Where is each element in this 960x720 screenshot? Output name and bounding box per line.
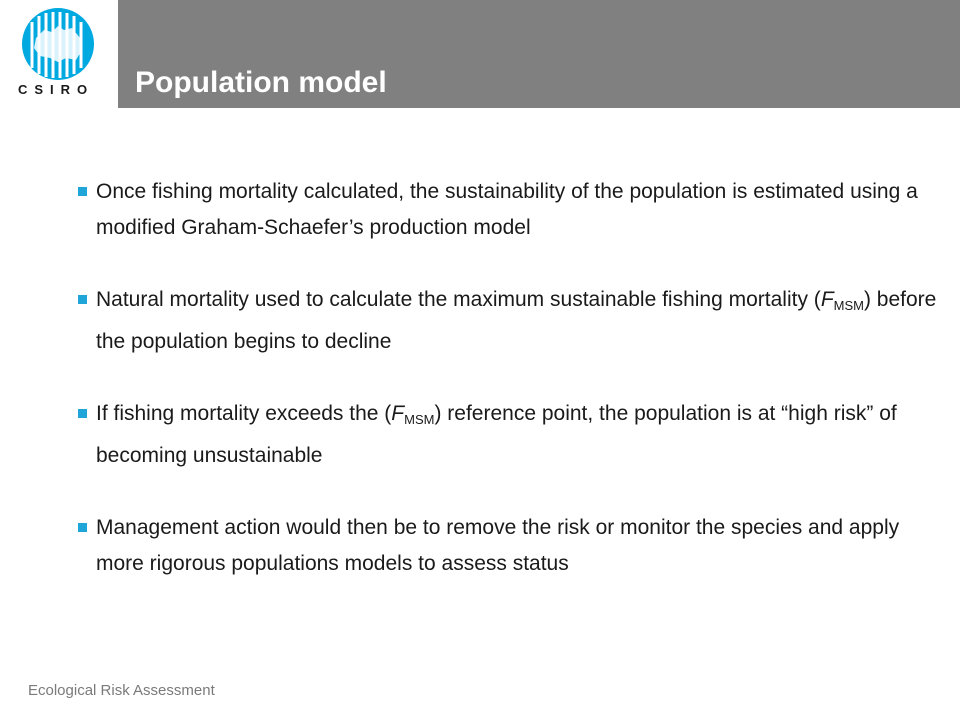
page-title: Population model (135, 66, 387, 99)
bullet-text-part: ) reference point, the population is at “high risk” of becoming unsustainable (96, 402, 897, 467)
subscript-msm: MSM (404, 412, 435, 427)
symbol-f: F (391, 402, 405, 425)
footer-text: Ecological Risk Assessment (28, 682, 215, 699)
bullet-text-part: Natural mortality used to calculate the maximum sustainable fishing mortality ( (96, 288, 821, 311)
logo-text: CSIRO (18, 82, 95, 97)
csiro-logo (0, 0, 118, 108)
bullet-item-1 (78, 174, 938, 246)
bullet-square-icon (78, 409, 87, 418)
bullet-square-icon (78, 295, 87, 304)
bullet-square-icon (78, 187, 87, 196)
bullet-square-icon (78, 523, 87, 532)
symbol-f: F (820, 288, 834, 311)
bullet-item-2 (78, 282, 938, 360)
bullet-text-part: If fishing mortality exceeds the ( (96, 402, 392, 425)
bullet-text: Once fishing mortality calculated, the sustainability of the population is estimated using a modified Graham-Schaefer’s production model (96, 180, 918, 239)
bullet-text-part: ) before the population begins to decline (96, 288, 937, 353)
subscript-msm: MSM (833, 298, 864, 313)
bullet-list (78, 174, 938, 618)
bullet-text: Management action would then be to remove the risk or monitor the species and apply more rigorous populations models to assess status (96, 516, 900, 575)
bullet-item-4 (78, 510, 938, 582)
bullet-item-3 (78, 396, 938, 474)
csiro-logo-icon (22, 8, 94, 80)
